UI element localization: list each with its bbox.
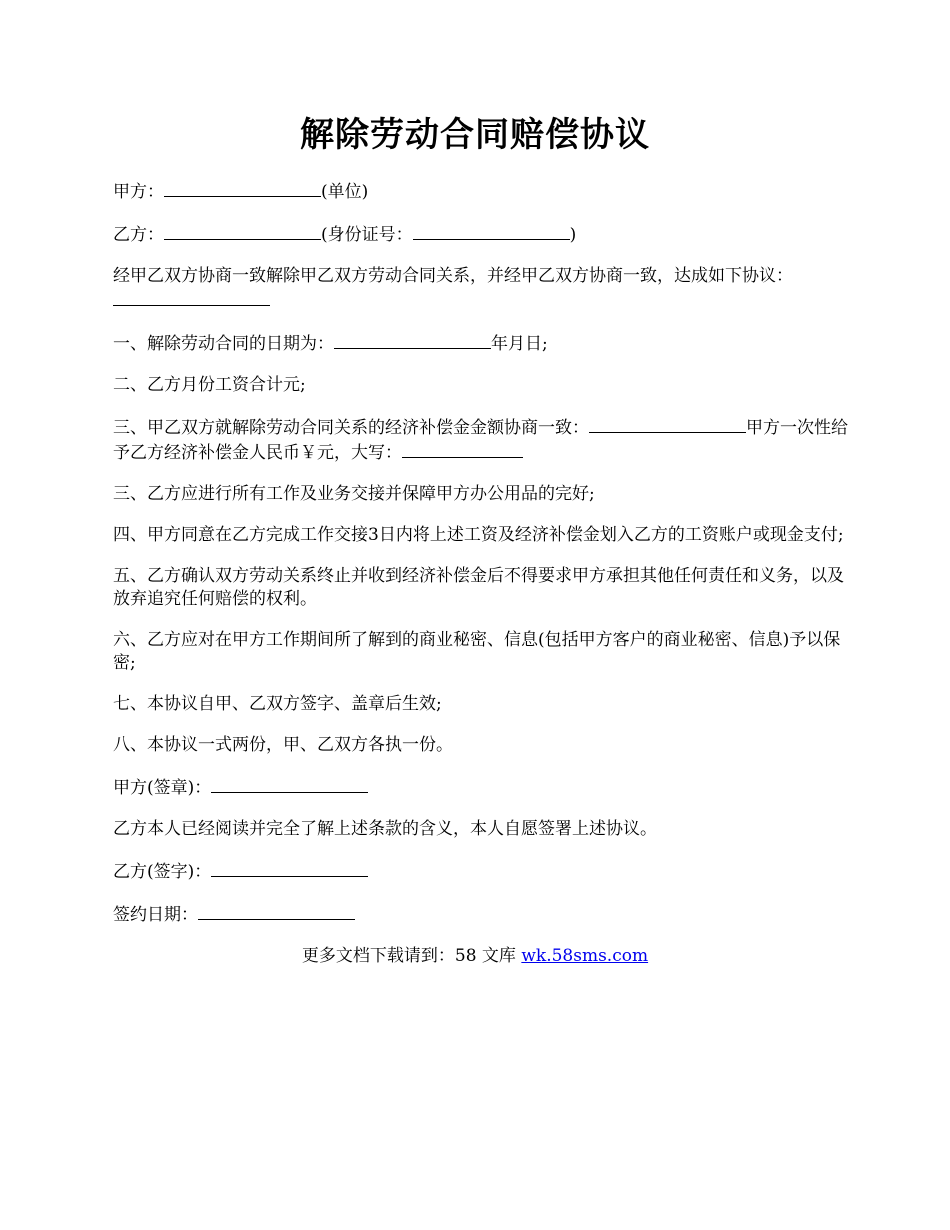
footer-link[interactable]: wk.58sms.com (521, 946, 649, 966)
clause-5: 五、乙方确认双方劳动关系终止并收到经济补偿金后不得要求甲方承担其他任何责任和义务，以及放弃追究任何赔偿的权利。 (113, 566, 844, 609)
party-a-line (113, 179, 853, 204)
party-b-signature-line (113, 859, 853, 884)
signing-date-label: 签约日期： (113, 905, 198, 925)
intro-paragraph (113, 265, 853, 313)
party-b-statement: 乙方本人已经阅读并完全了解上述条款的含义，本人自愿签署上述协议。 (113, 819, 657, 839)
clause-1-prefix: 一、解除劳动合同的日期为： (113, 334, 334, 354)
party-a-suffix: (单位) (321, 182, 369, 202)
footer (0, 945, 950, 968)
amount-in-words-blank (402, 440, 523, 458)
party-b-line (113, 222, 853, 247)
party-b-blank (164, 222, 321, 240)
footer-text: 更多文档下载请到：58 文库 (301, 946, 522, 966)
party-b-signature-label: 乙方(签字)： (113, 862, 212, 882)
clause-4: 四、甲方同意在乙方完成工作交接3日内将上述工资及经济补偿金划入乙方的工资账户或现金支付; (113, 525, 844, 545)
party-a-blank (164, 179, 321, 197)
compensation-amount-blank (589, 415, 746, 433)
party-b-label: 乙方： (113, 225, 164, 245)
document-title: 解除劳动合同赔偿协议 (300, 115, 650, 155)
party-a-label: 甲方： (113, 182, 164, 202)
signing-date-blank (198, 902, 355, 920)
clause-3-prefix: 三、甲乙双方就解除劳动合同关系的经济补偿金金额协商一致： (113, 418, 589, 438)
party-b-signature-blank (211, 859, 368, 877)
clause-6: 六、乙方应对在甲方工作期间所了解到的商业秘密、信息(包括甲方客户的商业秘密、信息)予以保密; (113, 630, 841, 673)
party-a-signature-line (113, 775, 853, 800)
termination-date-blank (334, 331, 491, 349)
party-b-id-blank (413, 222, 570, 240)
party-b-suffix: ) (569, 225, 577, 245)
intro-text: 经甲乙双方协商一致解除甲乙双方劳动合同关系，并经甲乙双方协商一致，达成如下协议： (113, 266, 793, 286)
clause-1 (113, 331, 853, 356)
clause-7: 七、本协议自甲、乙双方签字、盖章后生效; (113, 694, 442, 714)
party-a-signature-label: 甲方(签章)： (113, 778, 212, 798)
intro-blank (113, 288, 270, 306)
signing-date-line (113, 902, 853, 927)
party-a-signature-blank (211, 775, 368, 793)
clause-3-mid: 甲方一次性给予乙方经济补偿金人民币￥元，大写： (113, 418, 848, 463)
clause-3b: 三、乙方应进行所有工作及业务交接并保障甲方办公用品的完好; (113, 484, 595, 504)
clause-8: 八、本协议一式两份，甲、乙双方各执一份。 (113, 735, 453, 755)
clause-2: 二、乙方月份工资合计元; (113, 375, 306, 395)
clause-3 (113, 415, 853, 465)
clause-1-suffix: 年月日; (491, 334, 548, 354)
document-body (113, 179, 853, 945)
party-b-id-label: (身份证号： (321, 225, 413, 245)
